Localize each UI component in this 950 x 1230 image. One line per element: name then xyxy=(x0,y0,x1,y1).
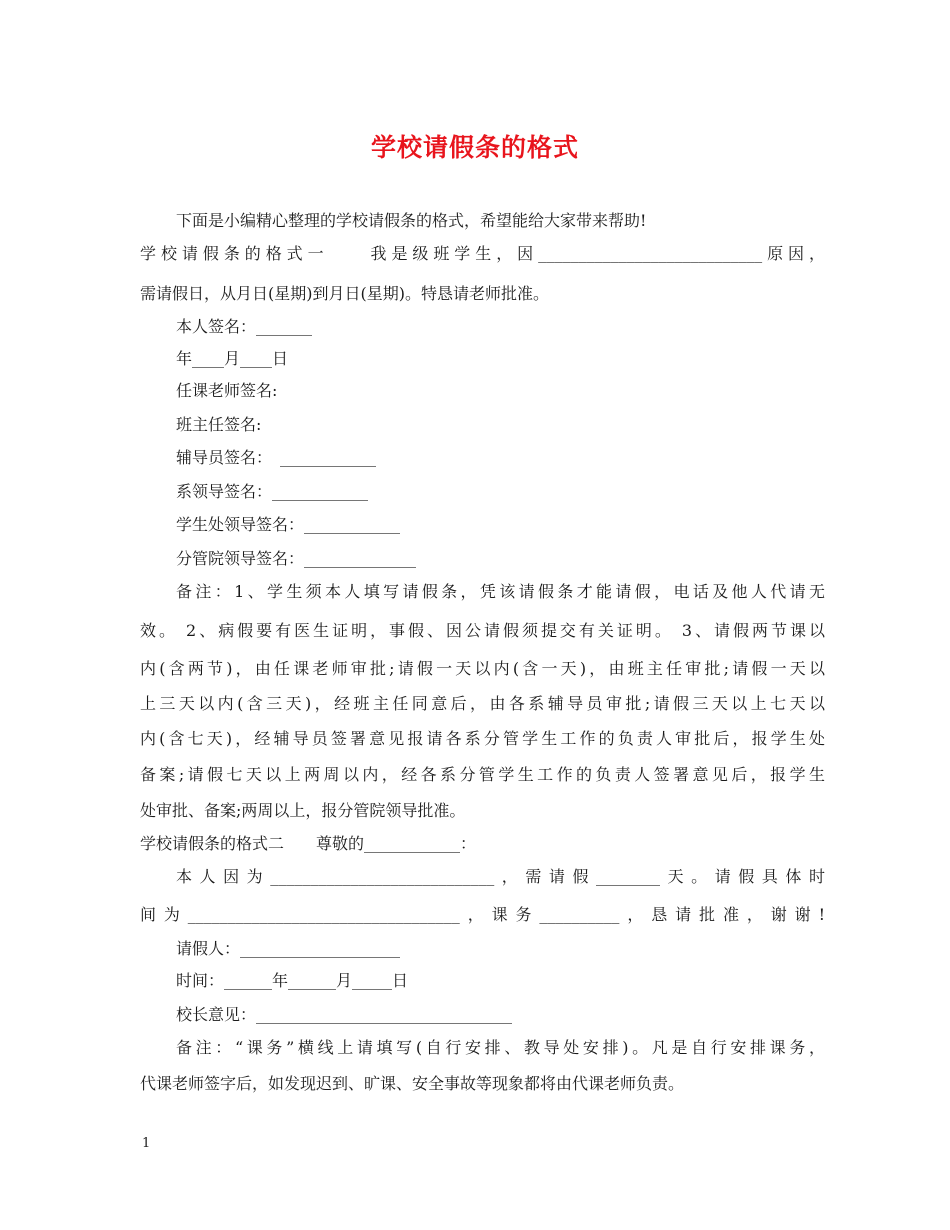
intro-line: 下面是小编精心整理的学校请假条的格式，希望能给大家带来帮助! xyxy=(176,211,647,230)
date-line: 年____月____日 xyxy=(176,349,289,368)
principal-opinion-line: 校长意见：________________________________ xyxy=(176,1005,513,1024)
signature-line: 分管院领导签名：______________ xyxy=(176,549,417,568)
signature-line: 系领导签名：____________ xyxy=(176,482,369,501)
note-line: 内(含两节)，由任课老师审批;请假一天以内(含一天)，由班主任审批;请假一天以 xyxy=(140,659,825,678)
format-two-line: 本人因为____________________________，需请假________天。请假具体时 xyxy=(176,867,825,886)
requester-line: 请假人：____________________ xyxy=(176,939,401,958)
note-line: 处审批、备案;两周以上，报分管院领导批准。 xyxy=(140,801,466,820)
note-line: 上三天以内(含三天)，经班主任同意后，由各系辅导员审批;请假三天以上七天以 xyxy=(140,694,825,713)
format-one-line: 需请假日，从月日(星期)到月日(星期)。特恳请老师批准。 xyxy=(140,284,549,303)
note-line: 内(含七天)，经辅导员签署意见报请各系分管学生工作的负责人审批后，报学生处 xyxy=(140,729,825,748)
note-line: 代课老师签字后，如发现迟到、旷课、安全事故等现象都将由代课老师负责。 xyxy=(140,1074,685,1093)
signature-line: 任课老师签名: xyxy=(176,381,278,400)
page-number: 1 xyxy=(142,1136,151,1151)
format-one-line: 学校请假条的格式一 我是级班学生，因____________________________原因， xyxy=(140,244,825,263)
note-line: 备案;请假七天以上两周以内，经各系分管学生工作的负责人签署意见后，报学生 xyxy=(140,765,825,784)
signature-line: 学生处领导签名：____________ xyxy=(176,515,401,534)
note-line: 备注：1、学生须本人填写请假条，凭该请假条才能请假，电话及他人代请无 xyxy=(176,582,825,601)
signature-line: 班主任签名: xyxy=(176,415,262,434)
format-two-line: 学校请假条的格式二 尊敬的____________： xyxy=(140,834,477,853)
format-two-line: 间为__________________________________，课务__________，恳请批准，谢谢! xyxy=(140,905,825,924)
note-line: 效。 2、病假要有医生证明，事假、因公请假须提交有关证明。 3、请假两节课以 xyxy=(140,621,825,640)
note-line: 备注：“课务”横线上请填写(自行安排、教导处安排)。凡是自行安排课务， xyxy=(176,1038,825,1057)
signature-line: 辅导员签名： ____________ xyxy=(176,448,377,467)
signature-line: 本人签名：_______ xyxy=(176,317,313,336)
time-line: 时间：______年______月_____日 xyxy=(176,971,409,990)
document-title: 学校请假条的格式 xyxy=(370,133,579,162)
